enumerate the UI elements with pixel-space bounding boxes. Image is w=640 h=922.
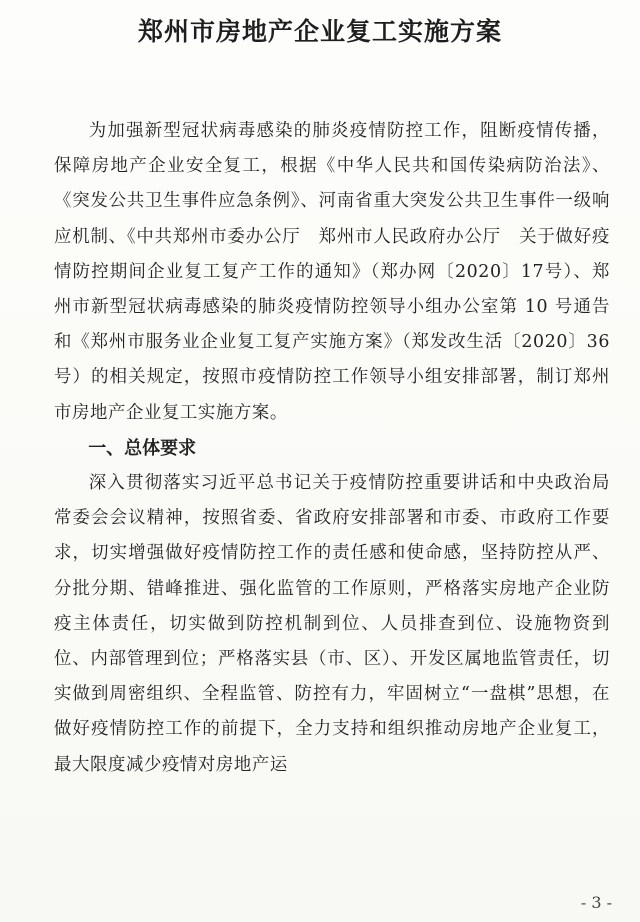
- section-paragraph: 深入贯彻落实习近平总书记关于疫情防控重要讲话和中央政治局常委会会议精神，按照省委、省政府安排部署和市委、市政府工作要求，切实增强做好疫情防控工作的责任感和使命感，坚持防控从严、分批分期、错峰推进、强化监管的工作原则，严格落实房地产企业防疫主体责任，切实做到防控机制到位、人员排查到位、设施物资到位、内部管理到位；严格落实县（市、区）、开发区属地监管责任，切实做到周密组织、全程监管、防控有力，牢固树立“一盘棋”思想，在做好疫情防控工作的前提下，全力支持和组织推动房地产企业复工，最大限度减少疫情对房地产运: [54, 473, 610, 775]
- intro-paragraph: 为加强新型冠状病毒感染的肺炎疫情防控工作，阻断疫情传播，保障房地产企业安全复工，根据《中华人民共和国传染病防治法》、《突发公共卫生事件应急条例》、河南省重大突发公共卫生事件一级响应机制、《中共郑州市委办公厅 郑州市人民政府办公厅 关于做好疫情防控期间企业复工复产工作的通知》（郑办网〔2020〕17号）、郑州市新型冠状病毒感染的肺炎疫情防控领导小组办公室第 10 号通告和《郑州市服务业企业复工复产实施方案》（郑发改生活〔2020〕36号）的相关规定，按照市疫情防控工作领导小组安排部署，制订郑州市房地产企业复工实施方案。: [54, 121, 610, 423]
- document-body: [54, 114, 610, 783]
- document-title: 郑州市房地产企业复工实施方案: [137, 17, 502, 46]
- section-heading: 一、总体要求: [88, 437, 197, 459]
- page-number: - 3 -: [580, 893, 612, 912]
